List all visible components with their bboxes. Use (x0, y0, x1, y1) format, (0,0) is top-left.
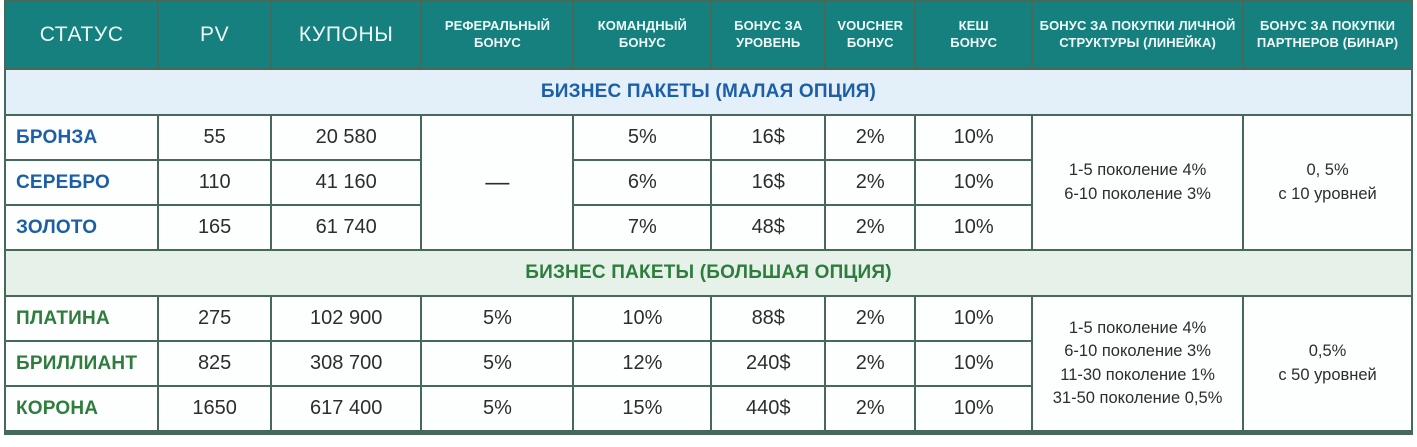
voucher-bonus-cell: 2% (825, 341, 915, 386)
table-body (5, 69, 1412, 431)
status-cell: ПЛАТИНА (5, 296, 158, 341)
coupons-cell: 617 400 (271, 386, 422, 431)
binary-bonus-line: 0,5% (1308, 342, 1347, 361)
linear-bonus-line: 1-5 поколение 4% (1068, 161, 1207, 180)
team-bonus-cell: 7% (573, 205, 711, 250)
table-row (5, 296, 1412, 341)
level-bonus-cell: 48$ (711, 205, 825, 250)
column-header-voucher-bonus: VOUCHER БОНУС (825, 1, 915, 69)
level-bonus-cell: 16$ (711, 115, 825, 160)
header-row (5, 1, 1412, 69)
linear-bonus-merged-cell (1032, 115, 1243, 250)
voucher-bonus-cell: 2% (825, 160, 915, 205)
column-header-team-bonus: КОМАНДНЫЙ БОНУС (573, 1, 711, 69)
column-header-status: СТАТУС (5, 1, 158, 69)
status-cell: БРИЛЛИАНТ (5, 341, 158, 386)
compensation-table (4, 0, 1413, 432)
binary-bonus-merged-cell (1243, 115, 1412, 250)
binary-bonus-line: с 50 уровней (1278, 365, 1377, 384)
table-header (5, 1, 1412, 69)
coupons-cell: 20 580 (271, 115, 422, 160)
pv-cell: 275 (158, 296, 271, 341)
section-title: БИЗНЕС ПАКЕТЫ (БОЛЬШАЯ ОПЦИЯ) (5, 250, 1412, 296)
column-header-binary-bonus: БОНУС ЗА ПОКУПКИ ПАРТНЕРОВ (БИНАР) (1243, 1, 1412, 69)
pv-cell: 825 (158, 341, 271, 386)
level-bonus-cell: 16$ (711, 160, 825, 205)
coupons-cell: 61 740 (271, 205, 422, 250)
referral-bonus-cell: 5% (421, 341, 573, 386)
cash-bonus-cell: 10% (915, 160, 1032, 205)
team-bonus-cell: 10% (573, 296, 711, 341)
linear-bonus-merged-cell (1032, 296, 1243, 431)
linear-bonus-line: 11-30 поколение 1% (1060, 365, 1215, 384)
referral-bonus-cell: 5% (421, 296, 573, 341)
linear-bonus-line: 6-10 поколение 3% (1064, 342, 1211, 361)
column-header-pv: PV (158, 1, 271, 69)
level-bonus-cell: 240$ (711, 341, 825, 386)
coupons-cell: 308 700 (271, 341, 422, 386)
pv-cell: 165 (158, 205, 271, 250)
status-cell: БРОНЗА (5, 115, 158, 160)
voucher-bonus-cell: 2% (825, 205, 915, 250)
status-cell: КОРОНА (5, 386, 158, 431)
binary-bonus-line: с 10 уровней (1278, 184, 1377, 203)
referral-bonus-merged-cell: — (421, 115, 573, 250)
cash-bonus-cell: 10% (915, 115, 1032, 160)
status-cell: СЕРЕБРО (5, 160, 158, 205)
referral-bonus-cell: 5% (421, 386, 573, 431)
column-header-level-bonus: БОНУС ЗА УРОВЕНЬ (711, 1, 825, 69)
section-header-small-option (5, 69, 1412, 115)
level-bonus-cell: 88$ (711, 296, 825, 341)
binary-bonus-line: 0, 5% (1306, 161, 1349, 180)
cash-bonus-cell: 10% (915, 386, 1032, 431)
linear-bonus-line: 1-5 поколение 4% (1068, 318, 1207, 337)
level-bonus-cell: 440$ (711, 386, 825, 431)
coupons-cell: 102 900 (271, 296, 422, 341)
pv-cell: 55 (158, 115, 271, 160)
pv-cell: 1650 (158, 386, 271, 431)
coupons-cell: 41 160 (271, 160, 422, 205)
linear-bonus-line: 31-50 поколение 0,5% (1052, 388, 1223, 407)
team-bonus-cell: 5% (573, 115, 711, 160)
cash-bonus-cell: 10% (915, 296, 1032, 341)
binary-bonus-merged-cell (1243, 296, 1412, 431)
cash-bonus-cell: 10% (915, 341, 1032, 386)
table-bottom-border (4, 432, 1413, 435)
column-header-coupons: КУПОНЫ (271, 1, 422, 69)
column-header-referral-bonus: РЕФЕРАЛЬНЫЙ БОНУС (421, 1, 573, 69)
cash-bonus-cell: 10% (915, 205, 1032, 250)
voucher-bonus-cell: 2% (825, 386, 915, 431)
column-header-linear-bonus: БОНУС ЗА ПОКУПКИ ЛИЧНОЙ СТРУКТУРЫ (ЛИНЕЙКА) (1032, 1, 1243, 69)
team-bonus-cell: 6% (573, 160, 711, 205)
voucher-bonus-cell: 2% (825, 296, 915, 341)
voucher-bonus-cell: 2% (825, 115, 915, 160)
section-title: БИЗНЕС ПАКЕТЫ (МАЛАЯ ОПЦИЯ) (5, 69, 1412, 115)
status-cell: ЗОЛОТО (5, 205, 158, 250)
table-row (5, 115, 1412, 160)
team-bonus-cell: 15% (573, 386, 711, 431)
pv-cell: 110 (158, 160, 271, 205)
linear-bonus-line: 6-10 поколение 3% (1064, 184, 1211, 203)
team-bonus-cell: 12% (573, 341, 711, 386)
section-header-big-option (5, 250, 1412, 296)
column-header-cash-bonus: КЕШ БОНУС (915, 1, 1032, 69)
